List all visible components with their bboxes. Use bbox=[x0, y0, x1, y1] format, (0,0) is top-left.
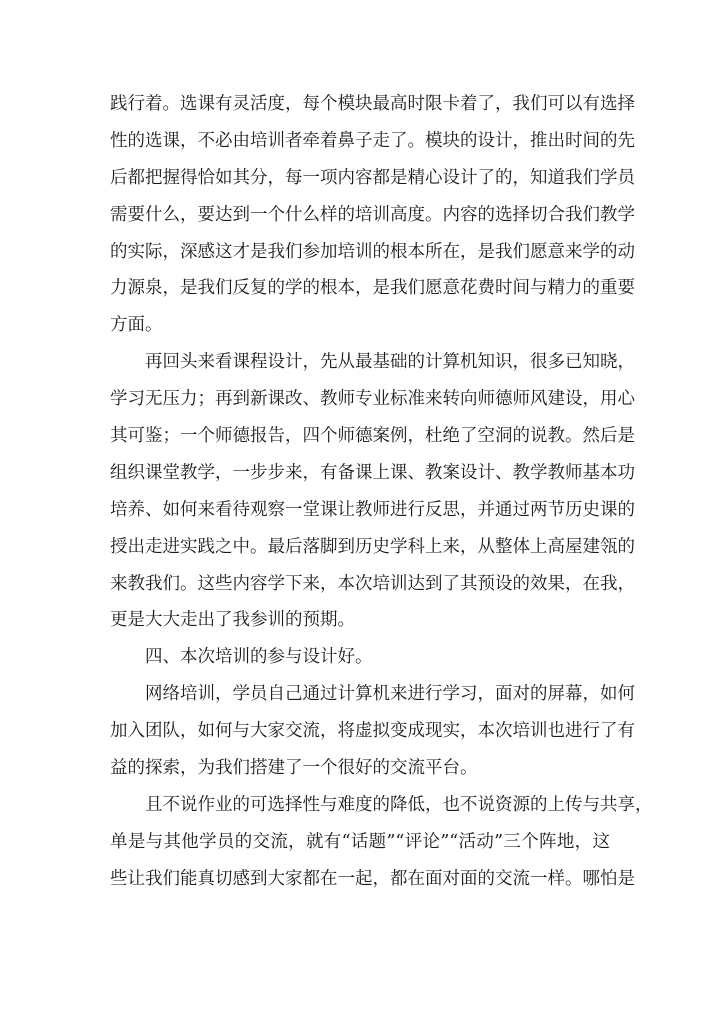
text-line: 践行着。选课有灵活度，每个模块最高时限卡着了，我们可以有选择 bbox=[110, 94, 635, 114]
text-line: 单是与其他学员的交流，就有“话题”“评论”“活动”三个阵地，这 bbox=[110, 831, 610, 852]
text-line: 组织课堂教学，一步步来，有备课上课、教案设计、教学教师基本功 bbox=[110, 462, 635, 483]
text-line: 性的选课，不必由培训者牵着鼻子走了。模块的设计，推出时间的先 bbox=[110, 130, 635, 151]
text-line: 授出走进实践之中。最后落脚到历史学科上来，从整体上高屋建瓴的 bbox=[110, 536, 635, 557]
text-line: 益的探索，为我们搭建了一个很好的交流平台。 bbox=[110, 758, 478, 779]
text-line: 四、本次培训的参与设计好。 bbox=[145, 647, 373, 668]
text-line: 些让我们能真切感到大家都在一起，都在面对面的交流一样。哪怕是 bbox=[110, 868, 635, 889]
text-line: 力源泉，是我们反复的学的根本，是我们愿意花费时间与精力的重要 bbox=[110, 278, 635, 299]
text-line: 且不说作业的可选择性与难度的降低，也不说资源的上传与共享， bbox=[145, 794, 653, 815]
text-line: 更是大大走出了我参训的预期。 bbox=[110, 610, 355, 631]
text-line: 的实际，深感这才是我们参加培训的根本所在，是我们愿意来学的动 bbox=[110, 241, 635, 262]
text-line: 方面。 bbox=[110, 315, 163, 336]
document-body bbox=[110, 86, 653, 898]
text-line: 网络培训，学员自己通过计算机来进行学习，面对的屏幕，如何 bbox=[145, 684, 635, 705]
text-line: 学习无压力；再到新课改、教师专业标准来转向师德师风建设，用心 bbox=[110, 389, 635, 410]
text-line: 其可鉴；一个师德报告，四个师德案例，杜绝了空洞的说教。然后是 bbox=[110, 426, 635, 447]
text-line: 再回头来看课程设计，先从最基础的计算机知识，很多已知晓， bbox=[145, 352, 635, 373]
text-line: 加入团队，如何与大家交流，将虚拟变成现实，本次培训也进行了有 bbox=[110, 721, 635, 742]
text-line: 来教我们。这些内容学下来，本次培训达到了其预设的效果，在我， bbox=[110, 573, 635, 594]
text-line: 培养、如何来看待观察一堂课让教师进行反思，并通过两节历史课的 bbox=[110, 499, 635, 520]
text-line: 需要什么，要达到一个什么样的培训高度。内容的选择切合我们教学 bbox=[110, 204, 635, 225]
text-line: 后都把握得恰如其分，每一项内容都是精心设计了的，知道我们学员 bbox=[110, 167, 635, 188]
